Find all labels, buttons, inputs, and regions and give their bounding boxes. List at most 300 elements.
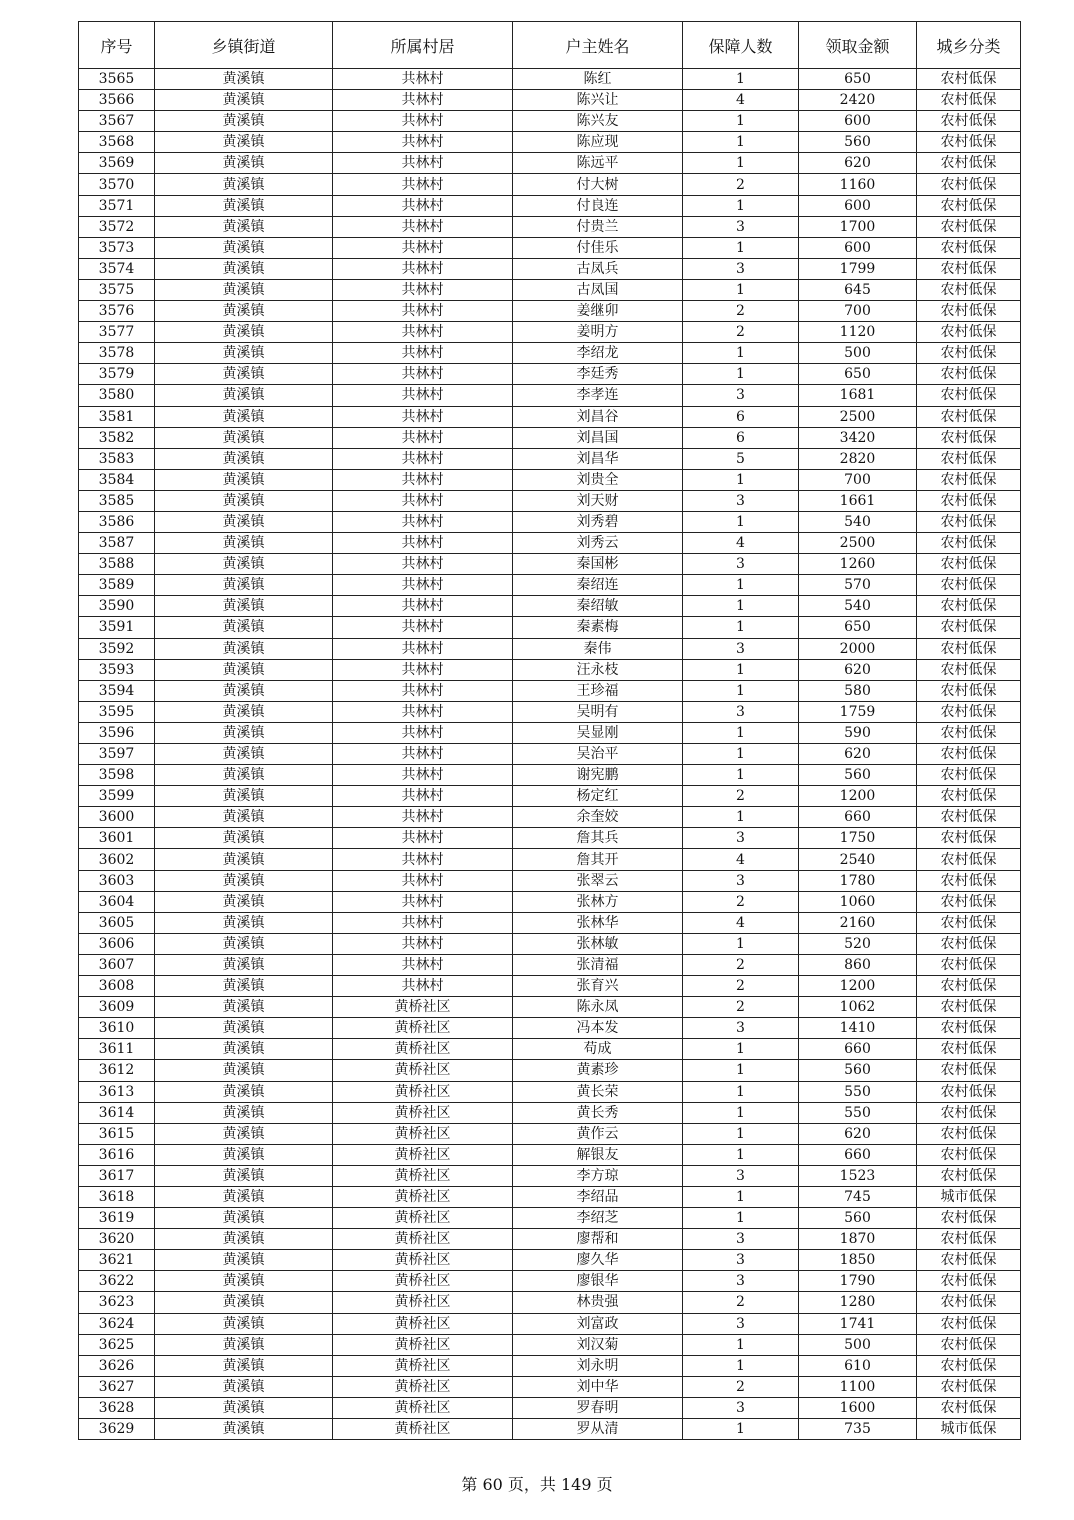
cell-amount: 1850 bbox=[799, 1250, 917, 1271]
cell-index: 3599 bbox=[79, 786, 155, 807]
cell-householder: 刘天财 bbox=[513, 490, 683, 511]
cell-township: 黄溪镇 bbox=[155, 153, 333, 174]
table-row bbox=[79, 174, 1021, 195]
cell-category: 农村低保 bbox=[917, 997, 1021, 1018]
table-row bbox=[79, 912, 1021, 933]
cell-village: 共林村 bbox=[333, 533, 513, 554]
cell-amount: 580 bbox=[799, 680, 917, 701]
cell-village: 共林村 bbox=[333, 279, 513, 300]
cell-amount: 660 bbox=[799, 1144, 917, 1165]
cell-index: 3586 bbox=[79, 511, 155, 532]
cell-category: 农村低保 bbox=[917, 1039, 1021, 1060]
cell-township: 黄溪镇 bbox=[155, 69, 333, 90]
cell-persons: 2 bbox=[683, 954, 799, 975]
cell-householder: 解银友 bbox=[513, 1144, 683, 1165]
cell-householder: 张育兴 bbox=[513, 976, 683, 997]
cell-amount: 735 bbox=[799, 1419, 917, 1440]
cell-householder: 刘中华 bbox=[513, 1376, 683, 1397]
cell-category: 农村低保 bbox=[917, 617, 1021, 638]
cell-amount: 650 bbox=[799, 617, 917, 638]
table-row bbox=[79, 1292, 1021, 1313]
cell-category: 农村低保 bbox=[917, 343, 1021, 364]
cell-persons: 1 bbox=[683, 1102, 799, 1123]
cell-householder: 汪永枝 bbox=[513, 659, 683, 680]
cell-householder: 李方琼 bbox=[513, 1165, 683, 1186]
cell-category: 农村低保 bbox=[917, 90, 1021, 111]
cell-village: 共林村 bbox=[333, 111, 513, 132]
cell-amount: 660 bbox=[799, 807, 917, 828]
cell-category: 农村低保 bbox=[917, 849, 1021, 870]
cell-index: 3614 bbox=[79, 1102, 155, 1123]
cell-householder: 冯本发 bbox=[513, 1018, 683, 1039]
cell-category: 农村低保 bbox=[917, 364, 1021, 385]
cell-village: 黄桥社区 bbox=[333, 1376, 513, 1397]
cell-township: 黄溪镇 bbox=[155, 1355, 333, 1376]
header-amount: 领取金额 bbox=[799, 22, 917, 69]
cell-village: 共林村 bbox=[333, 638, 513, 659]
cell-householder: 刘汉菊 bbox=[513, 1334, 683, 1355]
cell-village: 共林村 bbox=[333, 870, 513, 891]
cell-amount: 560 bbox=[799, 132, 917, 153]
cell-persons: 1 bbox=[683, 659, 799, 680]
cell-persons: 1 bbox=[683, 153, 799, 174]
cell-persons: 1 bbox=[683, 765, 799, 786]
cell-amount: 570 bbox=[799, 575, 917, 596]
cell-householder: 李绍芝 bbox=[513, 1208, 683, 1229]
cell-householder: 李绍品 bbox=[513, 1186, 683, 1207]
cell-township: 黄溪镇 bbox=[155, 1397, 333, 1418]
cell-village: 共林村 bbox=[333, 216, 513, 237]
cell-amount: 600 bbox=[799, 237, 917, 258]
cell-index: 3590 bbox=[79, 596, 155, 617]
cell-village: 共林村 bbox=[333, 174, 513, 195]
cell-township: 黄溪镇 bbox=[155, 90, 333, 111]
table-row bbox=[79, 511, 1021, 532]
cell-village: 共林村 bbox=[333, 912, 513, 933]
table-row bbox=[79, 1039, 1021, 1060]
table-row bbox=[79, 554, 1021, 575]
cell-index: 3598 bbox=[79, 765, 155, 786]
cell-persons: 2 bbox=[683, 322, 799, 343]
cell-township: 黄溪镇 bbox=[155, 427, 333, 448]
cell-township: 黄溪镇 bbox=[155, 659, 333, 680]
cell-township: 黄溪镇 bbox=[155, 258, 333, 279]
cell-village: 共林村 bbox=[333, 786, 513, 807]
cell-category: 农村低保 bbox=[917, 954, 1021, 975]
table-row bbox=[79, 870, 1021, 891]
cell-township: 黄溪镇 bbox=[155, 469, 333, 490]
cell-householder: 廖久华 bbox=[513, 1250, 683, 1271]
cell-village: 共林村 bbox=[333, 406, 513, 427]
cell-category: 农村低保 bbox=[917, 237, 1021, 258]
cell-village: 共林村 bbox=[333, 490, 513, 511]
cell-amount: 700 bbox=[799, 301, 917, 322]
header-category: 城乡分类 bbox=[917, 22, 1021, 69]
cell-amount: 860 bbox=[799, 954, 917, 975]
cell-amount: 1759 bbox=[799, 701, 917, 722]
cell-householder: 古凤国 bbox=[513, 279, 683, 300]
cell-category: 农村低保 bbox=[917, 596, 1021, 617]
cell-village: 黄桥社区 bbox=[333, 1313, 513, 1334]
table-row bbox=[79, 469, 1021, 490]
cell-householder: 詹其兵 bbox=[513, 828, 683, 849]
table-row bbox=[79, 1397, 1021, 1418]
cell-householder: 张清福 bbox=[513, 954, 683, 975]
cell-amount: 1741 bbox=[799, 1313, 917, 1334]
cell-persons: 1 bbox=[683, 617, 799, 638]
table-row bbox=[79, 744, 1021, 765]
cell-category: 农村低保 bbox=[917, 1313, 1021, 1334]
cell-category: 农村低保 bbox=[917, 1271, 1021, 1292]
cell-householder: 詹其开 bbox=[513, 849, 683, 870]
cell-householder: 张林华 bbox=[513, 912, 683, 933]
cell-village: 共林村 bbox=[333, 237, 513, 258]
cell-householder: 吴明有 bbox=[513, 701, 683, 722]
cell-township: 黄溪镇 bbox=[155, 1292, 333, 1313]
cell-township: 黄溪镇 bbox=[155, 1039, 333, 1060]
cell-township: 黄溪镇 bbox=[155, 301, 333, 322]
header-householder: 户主姓名 bbox=[513, 22, 683, 69]
cell-index: 3612 bbox=[79, 1060, 155, 1081]
cell-township: 黄溪镇 bbox=[155, 1165, 333, 1186]
cell-householder: 秦素梅 bbox=[513, 617, 683, 638]
table-row bbox=[79, 891, 1021, 912]
table-row bbox=[79, 448, 1021, 469]
table-row bbox=[79, 132, 1021, 153]
cell-index: 3616 bbox=[79, 1144, 155, 1165]
cell-index: 3574 bbox=[79, 258, 155, 279]
cell-amount: 560 bbox=[799, 1208, 917, 1229]
cell-persons: 3 bbox=[683, 701, 799, 722]
cell-persons: 1 bbox=[683, 1334, 799, 1355]
cell-township: 黄溪镇 bbox=[155, 448, 333, 469]
cell-persons: 1 bbox=[683, 364, 799, 385]
cell-householder: 黄作云 bbox=[513, 1123, 683, 1144]
cell-householder: 廖银华 bbox=[513, 1271, 683, 1292]
table-row bbox=[79, 237, 1021, 258]
cell-township: 黄溪镇 bbox=[155, 1018, 333, 1039]
cell-village: 共林村 bbox=[333, 69, 513, 90]
cell-index: 3626 bbox=[79, 1355, 155, 1376]
cell-category: 农村低保 bbox=[917, 575, 1021, 596]
cell-amount: 1260 bbox=[799, 554, 917, 575]
cell-index: 3597 bbox=[79, 744, 155, 765]
cell-persons: 2 bbox=[683, 786, 799, 807]
cell-category: 农村低保 bbox=[917, 554, 1021, 575]
cell-amount: 650 bbox=[799, 69, 917, 90]
cell-householder: 张林敏 bbox=[513, 933, 683, 954]
cell-village: 黄桥社区 bbox=[333, 1419, 513, 1440]
cell-category: 农村低保 bbox=[917, 448, 1021, 469]
cell-township: 黄溪镇 bbox=[155, 1123, 333, 1144]
cell-category: 城市低保 bbox=[917, 1419, 1021, 1440]
cell-township: 黄溪镇 bbox=[155, 279, 333, 300]
cell-index: 3587 bbox=[79, 533, 155, 554]
cell-index: 3607 bbox=[79, 954, 155, 975]
cell-householder: 秦国彬 bbox=[513, 554, 683, 575]
cell-persons: 1 bbox=[683, 469, 799, 490]
cell-householder: 古凤兵 bbox=[513, 258, 683, 279]
cell-householder: 姜明方 bbox=[513, 322, 683, 343]
cell-persons: 1 bbox=[683, 680, 799, 701]
cell-amount: 1410 bbox=[799, 1018, 917, 1039]
cell-persons: 6 bbox=[683, 427, 799, 448]
cell-index: 3595 bbox=[79, 701, 155, 722]
cell-amount: 650 bbox=[799, 364, 917, 385]
cell-township: 黄溪镇 bbox=[155, 216, 333, 237]
cell-householder: 吴治平 bbox=[513, 744, 683, 765]
cell-village: 黄桥社区 bbox=[333, 1229, 513, 1250]
cell-township: 黄溪镇 bbox=[155, 490, 333, 511]
header-persons: 保障人数 bbox=[683, 22, 799, 69]
cell-persons: 1 bbox=[683, 279, 799, 300]
table-row bbox=[79, 701, 1021, 722]
cell-category: 农村低保 bbox=[917, 258, 1021, 279]
cell-persons: 2 bbox=[683, 1376, 799, 1397]
cell-persons: 1 bbox=[683, 111, 799, 132]
table-row bbox=[79, 807, 1021, 828]
cell-township: 黄溪镇 bbox=[155, 406, 333, 427]
cell-amount: 620 bbox=[799, 153, 917, 174]
cell-index: 3589 bbox=[79, 575, 155, 596]
cell-amount: 500 bbox=[799, 343, 917, 364]
cell-village: 共林村 bbox=[333, 849, 513, 870]
table-row bbox=[79, 406, 1021, 427]
cell-township: 黄溪镇 bbox=[155, 554, 333, 575]
cell-index: 3601 bbox=[79, 828, 155, 849]
cell-amount: 660 bbox=[799, 1039, 917, 1060]
cell-category: 农村低保 bbox=[917, 174, 1021, 195]
cell-amount: 745 bbox=[799, 1186, 917, 1207]
cell-index: 3585 bbox=[79, 490, 155, 511]
cell-amount: 2820 bbox=[799, 448, 917, 469]
table-row bbox=[79, 1376, 1021, 1397]
cell-householder: 付大树 bbox=[513, 174, 683, 195]
table-row bbox=[79, 617, 1021, 638]
cell-village: 黄桥社区 bbox=[333, 1397, 513, 1418]
cell-householder: 李孝连 bbox=[513, 385, 683, 406]
cell-persons: 1 bbox=[683, 511, 799, 532]
cell-amount: 620 bbox=[799, 659, 917, 680]
cell-category: 农村低保 bbox=[917, 1292, 1021, 1313]
cell-township: 黄溪镇 bbox=[155, 765, 333, 786]
cell-village: 黄桥社区 bbox=[333, 1271, 513, 1292]
cell-householder: 刘昌谷 bbox=[513, 406, 683, 427]
cell-village: 共林村 bbox=[333, 427, 513, 448]
cell-householder: 刘昌国 bbox=[513, 427, 683, 448]
cell-township: 黄溪镇 bbox=[155, 786, 333, 807]
cell-category: 农村低保 bbox=[917, 1060, 1021, 1081]
cell-persons: 1 bbox=[683, 722, 799, 743]
cell-persons: 3 bbox=[683, 638, 799, 659]
cell-householder: 张翠云 bbox=[513, 870, 683, 891]
cell-householder: 苟成 bbox=[513, 1039, 683, 1060]
cell-index: 3602 bbox=[79, 849, 155, 870]
cell-category: 农村低保 bbox=[917, 1208, 1021, 1229]
cell-category: 农村低保 bbox=[917, 722, 1021, 743]
cell-amount: 1280 bbox=[799, 1292, 917, 1313]
cell-persons: 3 bbox=[683, 1250, 799, 1271]
cell-category: 农村低保 bbox=[917, 744, 1021, 765]
cell-village: 共林村 bbox=[333, 511, 513, 532]
cell-category: 农村低保 bbox=[917, 680, 1021, 701]
cell-township: 黄溪镇 bbox=[155, 638, 333, 659]
cell-householder: 付贵兰 bbox=[513, 216, 683, 237]
cell-village: 黄桥社区 bbox=[333, 1208, 513, 1229]
cell-category: 农村低保 bbox=[917, 195, 1021, 216]
cell-township: 黄溪镇 bbox=[155, 976, 333, 997]
cell-index: 3615 bbox=[79, 1123, 155, 1144]
cell-township: 黄溪镇 bbox=[155, 343, 333, 364]
cell-amount: 560 bbox=[799, 765, 917, 786]
cell-householder: 王珍福 bbox=[513, 680, 683, 701]
cell-index: 3567 bbox=[79, 111, 155, 132]
cell-amount: 1700 bbox=[799, 216, 917, 237]
cell-index: 3571 bbox=[79, 195, 155, 216]
cell-category: 农村低保 bbox=[917, 765, 1021, 786]
cell-category: 农村低保 bbox=[917, 828, 1021, 849]
cell-category: 农村低保 bbox=[917, 659, 1021, 680]
cell-village: 共林村 bbox=[333, 701, 513, 722]
cell-village: 黄桥社区 bbox=[333, 1081, 513, 1102]
cell-index: 3577 bbox=[79, 322, 155, 343]
cell-householder: 姜继卯 bbox=[513, 301, 683, 322]
cell-persons: 1 bbox=[683, 1039, 799, 1060]
cell-category: 农村低保 bbox=[917, 216, 1021, 237]
cell-index: 3565 bbox=[79, 69, 155, 90]
cell-category: 农村低保 bbox=[917, 1102, 1021, 1123]
cell-householder: 陈应现 bbox=[513, 132, 683, 153]
cell-township: 黄溪镇 bbox=[155, 111, 333, 132]
cell-index: 3568 bbox=[79, 132, 155, 153]
table-row bbox=[79, 1018, 1021, 1039]
cell-householder: 秦绍连 bbox=[513, 575, 683, 596]
cell-index: 3623 bbox=[79, 1292, 155, 1313]
cell-township: 黄溪镇 bbox=[155, 1060, 333, 1081]
cell-category: 农村低保 bbox=[917, 1144, 1021, 1165]
cell-amount: 1160 bbox=[799, 174, 917, 195]
cell-index: 3566 bbox=[79, 90, 155, 111]
table-row bbox=[79, 976, 1021, 997]
cell-persons: 3 bbox=[683, 385, 799, 406]
cell-index: 3596 bbox=[79, 722, 155, 743]
cell-township: 黄溪镇 bbox=[155, 596, 333, 617]
table-row bbox=[79, 954, 1021, 975]
cell-township: 黄溪镇 bbox=[155, 701, 333, 722]
cell-index: 3617 bbox=[79, 1165, 155, 1186]
table-row bbox=[79, 1334, 1021, 1355]
cell-village: 共林村 bbox=[333, 722, 513, 743]
cell-persons: 3 bbox=[683, 828, 799, 849]
cell-village: 共林村 bbox=[333, 554, 513, 575]
cell-householder: 刘秀碧 bbox=[513, 511, 683, 532]
cell-index: 3584 bbox=[79, 469, 155, 490]
cell-index: 3600 bbox=[79, 807, 155, 828]
cell-persons: 3 bbox=[683, 1271, 799, 1292]
cell-category: 农村低保 bbox=[917, 279, 1021, 300]
cell-village: 共林村 bbox=[333, 301, 513, 322]
cell-householder: 刘秀云 bbox=[513, 533, 683, 554]
cell-category: 农村低保 bbox=[917, 1081, 1021, 1102]
cell-village: 黄桥社区 bbox=[333, 1186, 513, 1207]
table-row bbox=[79, 153, 1021, 174]
cell-amount: 1523 bbox=[799, 1165, 917, 1186]
cell-index: 3603 bbox=[79, 870, 155, 891]
cell-persons: 3 bbox=[683, 554, 799, 575]
cell-amount: 1799 bbox=[799, 258, 917, 279]
table-row bbox=[79, 90, 1021, 111]
cell-persons: 1 bbox=[683, 1123, 799, 1144]
cell-village: 黄桥社区 bbox=[333, 1060, 513, 1081]
cell-village: 共林村 bbox=[333, 744, 513, 765]
cell-village: 共林村 bbox=[333, 90, 513, 111]
table-row bbox=[79, 490, 1021, 511]
table-row bbox=[79, 596, 1021, 617]
cell-persons: 1 bbox=[683, 195, 799, 216]
cell-index: 3569 bbox=[79, 153, 155, 174]
table-row bbox=[79, 385, 1021, 406]
cell-category: 城市低保 bbox=[917, 1186, 1021, 1207]
table-row bbox=[79, 195, 1021, 216]
cell-index: 3572 bbox=[79, 216, 155, 237]
cell-township: 黄溪镇 bbox=[155, 1229, 333, 1250]
table-row bbox=[79, 659, 1021, 680]
cell-persons: 2 bbox=[683, 174, 799, 195]
table-row bbox=[79, 1250, 1021, 1271]
cell-township: 黄溪镇 bbox=[155, 533, 333, 554]
table-row bbox=[79, 216, 1021, 237]
cell-index: 3573 bbox=[79, 237, 155, 258]
cell-amount: 2500 bbox=[799, 406, 917, 427]
table-row bbox=[79, 258, 1021, 279]
cell-index: 3576 bbox=[79, 301, 155, 322]
cell-township: 黄溪镇 bbox=[155, 997, 333, 1018]
header-index: 序号 bbox=[79, 22, 155, 69]
cell-persons: 1 bbox=[683, 933, 799, 954]
cell-persons: 1 bbox=[683, 1355, 799, 1376]
cell-village: 黄桥社区 bbox=[333, 997, 513, 1018]
cell-amount: 550 bbox=[799, 1081, 917, 1102]
cell-amount: 620 bbox=[799, 744, 917, 765]
cell-village: 共林村 bbox=[333, 364, 513, 385]
cell-persons: 2 bbox=[683, 891, 799, 912]
cell-village: 共林村 bbox=[333, 828, 513, 849]
table-body bbox=[79, 69, 1021, 1440]
cell-township: 黄溪镇 bbox=[155, 511, 333, 532]
cell-village: 黄桥社区 bbox=[333, 1355, 513, 1376]
cell-township: 黄溪镇 bbox=[155, 744, 333, 765]
cell-householder: 杨定红 bbox=[513, 786, 683, 807]
table-row bbox=[79, 364, 1021, 385]
table-row bbox=[79, 1102, 1021, 1123]
cell-persons: 3 bbox=[683, 1018, 799, 1039]
table-row bbox=[79, 1144, 1021, 1165]
cell-township: 黄溪镇 bbox=[155, 385, 333, 406]
cell-householder: 陈远平 bbox=[513, 153, 683, 174]
cell-village: 共林村 bbox=[333, 153, 513, 174]
cell-householder: 张林方 bbox=[513, 891, 683, 912]
table-row bbox=[79, 997, 1021, 1018]
cell-village: 共林村 bbox=[333, 954, 513, 975]
cell-index: 3609 bbox=[79, 997, 155, 1018]
cell-persons: 1 bbox=[683, 237, 799, 258]
table-row bbox=[79, 1313, 1021, 1334]
cell-township: 黄溪镇 bbox=[155, 680, 333, 701]
table-row bbox=[79, 786, 1021, 807]
cell-persons: 3 bbox=[683, 1397, 799, 1418]
cell-category: 农村低保 bbox=[917, 132, 1021, 153]
cell-persons: 6 bbox=[683, 406, 799, 427]
